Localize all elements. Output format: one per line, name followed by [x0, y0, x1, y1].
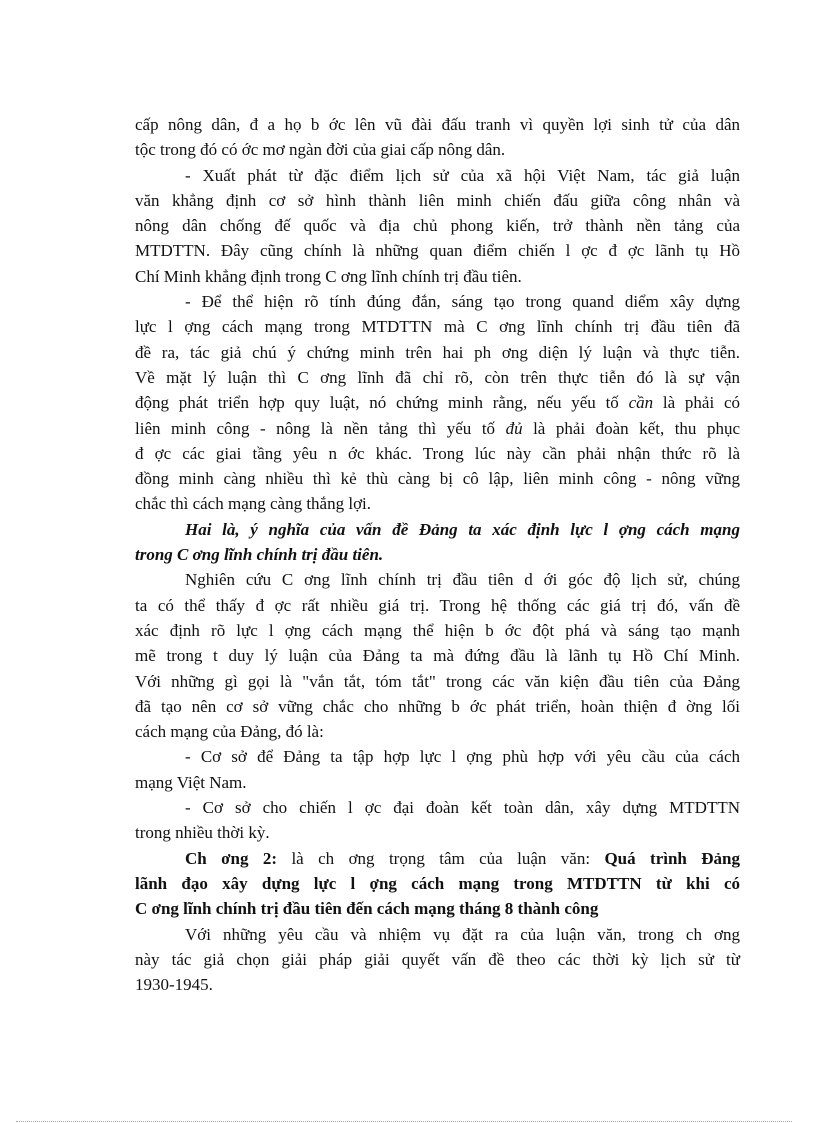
text-line: Chí Minh khẳng định trong C ơng lĩnh chính trị đầu tiên.: [135, 266, 522, 286]
paragraph-2: [135, 163, 740, 289]
text-line: [135, 416, 740, 441]
paragraph-1: [135, 112, 740, 163]
text-line: Hai là, ý nghĩa của vấn đề Đảng ta xác định lực l ợng cách mạng: [185, 519, 740, 539]
text-line: đề ra, tác giả chú ý chứng minh trên hai ph ơng diện lý luận và thực tiễn.: [135, 342, 740, 362]
chapter-2-summary: [135, 846, 740, 922]
text-line: mẽ trong t duy lý luận của Đảng ta mà đứng đầu là lãnh tụ Hồ Chí Minh.: [135, 646, 740, 666]
text-line: Với những gì gọi là "vắn tắt, tóm tắt" trong các văn kiện đầu tiên của Đảng: [135, 671, 740, 691]
text-line: đồng minh càng nhiều thì kẻ thù càng bị cô lập, liên minh công - nông vững: [135, 469, 740, 489]
text-line: tộc trong đó có ớc mơ ngàn đời của giai cấp nông dân.: [135, 140, 506, 160]
text-line: - Cơ sở cho chiến l ợc đại đoàn kết toàn dân, xây dựng MTDTTN: [185, 798, 740, 818]
bullet-1: [135, 744, 740, 795]
text-line: Về mặt lý luận thì C ơng lĩnh đã chỉ rõ, còn trên thực tiễn đó là sự vận: [135, 367, 740, 387]
text: liên minh công - nông là nền tảng thì yếu tố: [135, 418, 506, 438]
text-line: 1930-1945.: [135, 975, 213, 995]
text-line: mạng Việt Nam.: [135, 772, 247, 792]
text: động phát triển hợp quy luật, nó chứng minh rằng, nếu yếu tố: [135, 393, 629, 413]
text-line: Với những yêu cầu và nhiệm vụ đặt ra của luận văn, trong ch ơng: [185, 924, 740, 944]
chapter-title: Quá trình Đảng: [604, 848, 740, 868]
text-line: cấp nông dân, đ a họ b ớc lên vũ đài đấu tranh vì quyền lợi sinh tử của dân: [135, 115, 740, 134]
text-line: - Để thể hiện rõ tính đúng đắn, sáng tạo trong quand diểm xây dựng: [185, 292, 740, 312]
text-line: ta có thể thấy đ ợc rất nhiều giá trị. Trong hệ thống các giá trị đó, vấn đề: [135, 595, 740, 615]
text-line: đã tạo nên cơ sở vững chắc cho những b ớc phát triển, hoàn thiện đ ờng lối: [135, 696, 740, 716]
text-line: cách mạng của Đảng, đó là:: [135, 722, 324, 742]
text: là phải có: [653, 393, 740, 413]
page-footer-divider: [16, 1121, 792, 1122]
text-line: này tác giả chọn giải pháp giải quyết vấn đề theo các thời kỳ lịch sử từ: [135, 949, 740, 969]
text-line: trong nhiều thời kỳ.: [135, 823, 270, 843]
italic-word: cần: [628, 393, 654, 413]
text-line: MTDTTN. Đây cũng chính là những quan điểm chiến l ợc đ ợc lãnh tụ Hồ: [135, 241, 740, 261]
bullet-2: [135, 795, 740, 846]
text-line: [135, 846, 740, 871]
text: là phải đoàn kết, thu phục: [522, 418, 740, 438]
text-line: - Cơ sở để Đảng ta tập hợp lực l ợng phù hợp với yêu cầu của cách: [185, 747, 740, 767]
text-line: lãnh đạo xây dựng lực l ợng cách mạng trong MTDTTN từ khi có: [135, 873, 740, 893]
document-page: [135, 112, 740, 997]
text-line: [135, 390, 740, 415]
paragraph-4: [135, 567, 740, 744]
italic-word: đủ: [505, 418, 523, 438]
text-line: nông dân chống đế quốc và địa chủ phong kiến, trở thành nền tảng của: [135, 216, 740, 236]
text-line: văn khẳng định cơ sở hình thành liên minh chiến đấu giữa công nhân và: [135, 190, 740, 210]
text-line: đ ợc các giai tầng yêu n ớc khác. Trong lúc này cần phải nhận thức rõ là: [135, 443, 740, 463]
text-line: trong C ơng lĩnh chính trị đầu tiên.: [135, 545, 384, 565]
chapter-label: Ch ơng 2:: [185, 848, 278, 868]
section-heading: [135, 517, 740, 568]
text-line: lực l ợng cách mạng trong MTDTTN mà C ơng lĩnh chính trị đầu tiên đã: [135, 317, 740, 337]
text-line: xác định rõ lực l ợng cách mạng thể hiện b ớc đột phá và sáng tạo mạnh: [135, 620, 740, 640]
text-line: chắc thì cách mạng càng thắng lợi.: [135, 494, 372, 514]
paragraph-5: [135, 922, 740, 998]
text-line: Nghiên cứu C ơng lĩnh chính trị đầu tiên d ới góc độ lịch sử, chúng: [185, 570, 740, 590]
paragraph-3: [135, 289, 740, 517]
text-line: - Xuất phát từ đặc điểm lịch sử của xã hội Việt Nam, tác giả luận: [185, 165, 740, 185]
text-line: C ơng lĩnh chính trị đầu tiên đến cách mạng tháng 8 thành công: [135, 899, 599, 919]
text: là ch ơng trọng tâm của luận văn:: [277, 848, 605, 868]
